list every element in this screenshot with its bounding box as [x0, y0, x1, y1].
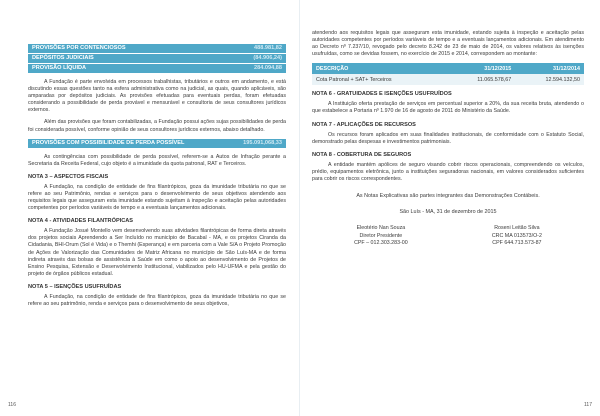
nota-3-heading: NOTA 3 – ASPECTOS FISCAIS [28, 173, 109, 180]
paragraph-acoes-possiveis: Além das provisões que foram contabilizadas, a Fundação possui ações sujas possibilidades de perda foi considerada possível, conforme opinião de seus consultores jurídicos externos, abaixo detalhado. [28, 119, 286, 133]
right-page [300, 0, 600, 416]
summary-row-provisao-liquida [28, 64, 286, 73]
row-value: 195.091,068,33 [243, 139, 282, 146]
signature-block [312, 225, 584, 248]
col-descricao: DESCRIÇÃO [312, 63, 447, 74]
cell-descricao: Cota Patronal + SAT+ Terceiros [312, 74, 447, 85]
row-label: PROVISÕES POR CONTENCIOSOS [32, 45, 126, 51]
nota-5-heading: NOTA 5 – ISENÇÕES USUFRUÍDAS [28, 283, 122, 290]
signatory-2 [492, 225, 542, 248]
nota-8-text: A entidade mantém apólices de seguro visando cobrir riscos operacionais, compreendendo os veículos, prédio, equipamentos eletrônica, junto a instituições seguradoras nacionais, em valores considerados suficientes para cobrir os riscos correspondentes. [312, 161, 584, 182]
cell-2014: 12.594.132,50 [515, 74, 584, 85]
nota-4-heading: NOTA 4 - ATIVIDADES FILANTRÓPICAS [28, 218, 134, 225]
date-line: São Luís - MA, 31 de dezembro de 2015 [399, 209, 497, 216]
nota-4-text: A Fundação Josué Montello vem desenvolvendo suas atividades filantrópicas de forma direta através dos projetos sociais Aprendendo a Ser Incluído no município de Bacabal - MA, e os projetos Ciranda da Cidadania, BHI-Orum (Sol é Vida) e o Themhi (Esperança) e em parceria com a Vale S/A o Projeto Promoção de Ações de Valorização das Comunidades de Matriz Africana no município de São Luís-MA e de forma indireta através das bolsas de assistência à Saúde em como o apoio ao desenvolvimento de Projetos de Ensino Pesquisa, Extensão e Desenvolvimento Institucional, viabilizados pelo HU-UFMA e pela gestão do projeto de órgãos públicos estadual. [28, 228, 286, 277]
row-label: DEPÓSITOS JUDICIAIS [32, 55, 94, 61]
col-2015: 31/12/2015 [447, 63, 515, 74]
signatory-doc: CPF – 012.303.283-00 [354, 240, 408, 247]
nota-6-heading: NOTA 6 - GRATUIDADES E ISENÇÕES USUFRUÍDOS [312, 91, 452, 98]
signatory-role: CRC MA 013573/O-2 [491, 232, 542, 239]
closing-statement: As Notas Explicativas são partes integrantes das Demonstrações Contábeis. [356, 193, 540, 200]
row-label: PROVISÕES COM POSSIBILIDADE DE PERDA POSSÍVEL [32, 139, 185, 146]
summary-row-provisoes [28, 44, 286, 53]
row-label: PROVISÃO LÍQUIDA [32, 65, 87, 71]
paragraph-contingencias: A Fundação é parte envolvida em processos trabalhistas, tributários e outros em andamento, e está discutindo essas questões tanto na esfera administrativa como na judicial, as quais, quando aplicáveis, são amparadas por depósitos judiciais. As provisões efetuadas para eventuais perdas, foram efetuadas considerando a possibilidade de perda provável e mensurável e consultoria de seus consultores jurídicos externos. [28, 79, 286, 114]
paragraph-isencoes-cont: atendendo aos requisitos legais que asseguram esta imunidade, estando sujeita à inspeção e aceitação pelas autoridades competentes por períodos variáveis de tempo e a eventuais lançamentos adicionais. Em atendimento ao Decreto nº 7.237/10, revogado pelo decreto 8.242 de 23 de maio de 2014, os valores relativos às isenções usufruídas, como se devidas fossem, no exercício de 2015 e 2014, correspondem ao montante: [312, 30, 584, 58]
nota-3-text: A Fundação, na condição de entidade de fins filantrópicos, goza da imunidade tributária no que se refere ao seu Patrimônio, rendas e serviços para o desenvolvimento de seus objetivos atendendo aos requisitos legais que asseguram esta imunidade estando sujeitam à inspeção e aceitação pelas autoridades competentes por períodos variáveis de tempo e a eventuais lançamentos adicionais. [28, 183, 286, 212]
isencoes-table [312, 63, 584, 85]
paragraph-autos-infracao: As contingências com possibilidade de perda possível, referem-se a Autos de Infração perante a Secretaria da Receita Federal, cujo objeto é a imunidade da quota patronal, RAT e Terceiros. [28, 153, 286, 167]
table-header-row [312, 63, 584, 74]
nota-7-text: Os recursos foram aplicados em suas finalidades institucionais, de conformidade com o Estatuto Social, demonstrado pelas despesas e investimentos patrimoniais. [312, 131, 584, 145]
summary-row-perda-possivel [28, 139, 286, 148]
signatory-name: Roseni Leitão Silva [494, 225, 540, 232]
summary-row-depositos [28, 54, 286, 63]
nota-8-heading: NOTA 8 - COBERTURA DE SEGUROS [312, 151, 412, 158]
cell-2015: 11.065.578,67 [447, 74, 515, 85]
row-value: 284.094,88 [254, 65, 282, 71]
signatory-doc: CPF 644.713.573-87 [492, 240, 542, 247]
row-value: (84.906,24) [253, 55, 282, 61]
row-value: 488.981,82 [254, 45, 282, 51]
col-2014: 31/12/2014 [515, 63, 584, 74]
nota-6-text: A Instituição oferta prestação de serviços em percentual superior a 20%, da sua receita bruta, atendendo o que estabelece a Portaria nº 1.970 de 16 de agosto de 2011 do Ministério da Saúde. [312, 101, 584, 115]
page-number-right: 117 [584, 402, 592, 408]
page-number-left: 116 [8, 402, 16, 408]
nota-5-text: A Fundação, na condição de entidade de fins filantrópicos, goza da imunidade tributária no que se refere ao seu patrimônio, renda e serviços para o desenvolvimento de seus objetivos, [28, 293, 286, 307]
signatory-role: Diretor Presidente [359, 232, 403, 239]
signatory-1 [354, 225, 408, 248]
nota-7-heading: NOTA 7 - APLICAÇÕES DE RECURSOS [312, 121, 416, 128]
table-row [312, 74, 584, 85]
signatory-name: Eleotério Nan Souza [356, 225, 406, 232]
